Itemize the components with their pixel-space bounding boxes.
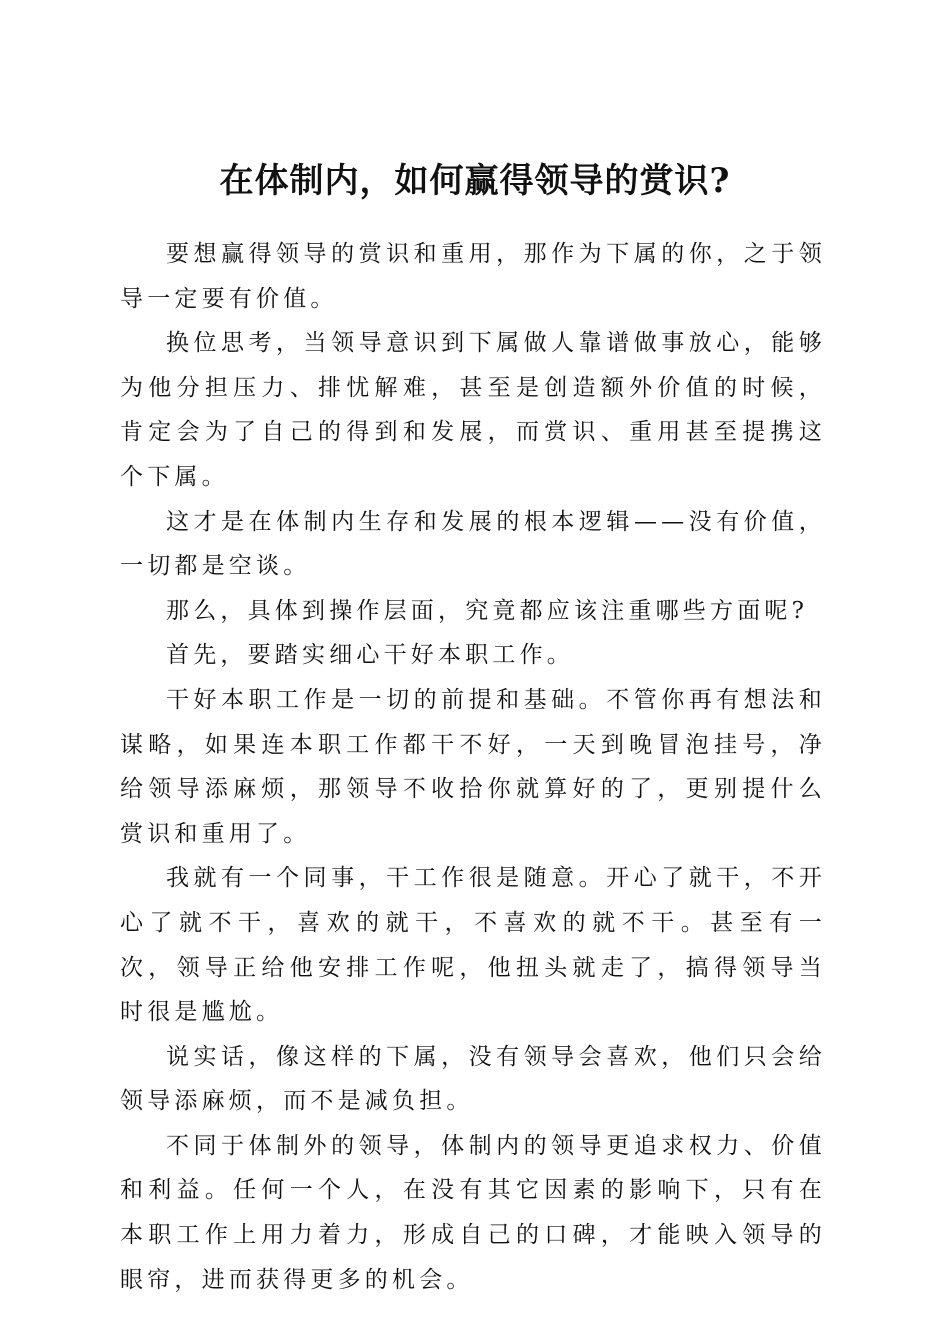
- paragraph-1: 要想赢得领导的赏识和重用，那作为下属的你，之于领导一定要有价值。: [120, 241, 826, 312]
- paragraph-9: 不同于体制外的领导，体制内的领导更追求权力、价值和利益。任何一个人，在没有其它因素的影响下，只有在本职工作上用力着力，形成自己的口碑，才能映入领导的眼帘，进而获得更多的机会。: [120, 1132, 826, 1293]
- paragraph-8: 说实话，像这样的下属，没有领导会喜欢，他们只会给领导添麻烦，而不是减负担。: [120, 1043, 826, 1115]
- paragraph-3: 这才是在体制内生存和发展的根本逻辑——没有价值，一切都是空谈。: [120, 508, 826, 580]
- paragraph-6: 干好本职工作是一切的前提和基础。不管你再有想法和谋略，如果连本职工作都干不好，一天到晚冒泡挂号，净给领导添麻烦，那领导不收拾你就算好的了，更别提什么赏识和重用了。: [120, 686, 826, 847]
- paragraph-5: 首先，要踏实细心干好本职工作。: [166, 642, 574, 669]
- paragraph-2: 换位思考，当领导意识到下属做人靠谱做事放心，能够为他分担压力、排忧解难，甚至是创造额外价值的时候，肯定会为了自己的得到和发展，而赏识、重用甚至提携这个下属。: [120, 330, 826, 490]
- page-title: 在体制内，如何赢得领导的赏识?: [219, 160, 731, 201]
- paragraph-4: 那么，具体到操作层面，究竟都应该注重哪些方面呢?: [166, 597, 809, 624]
- article-body: [120, 232, 826, 1302]
- paragraph-7: 我就有一个同事，干工作很是随意。开心了就干，不开心了就不干，喜欢的就干，不喜欢的就不干。甚至有一次，领导正给他安排工作呢，他扭头就走了，搞得领导当时很是尴尬。: [120, 865, 826, 1026]
